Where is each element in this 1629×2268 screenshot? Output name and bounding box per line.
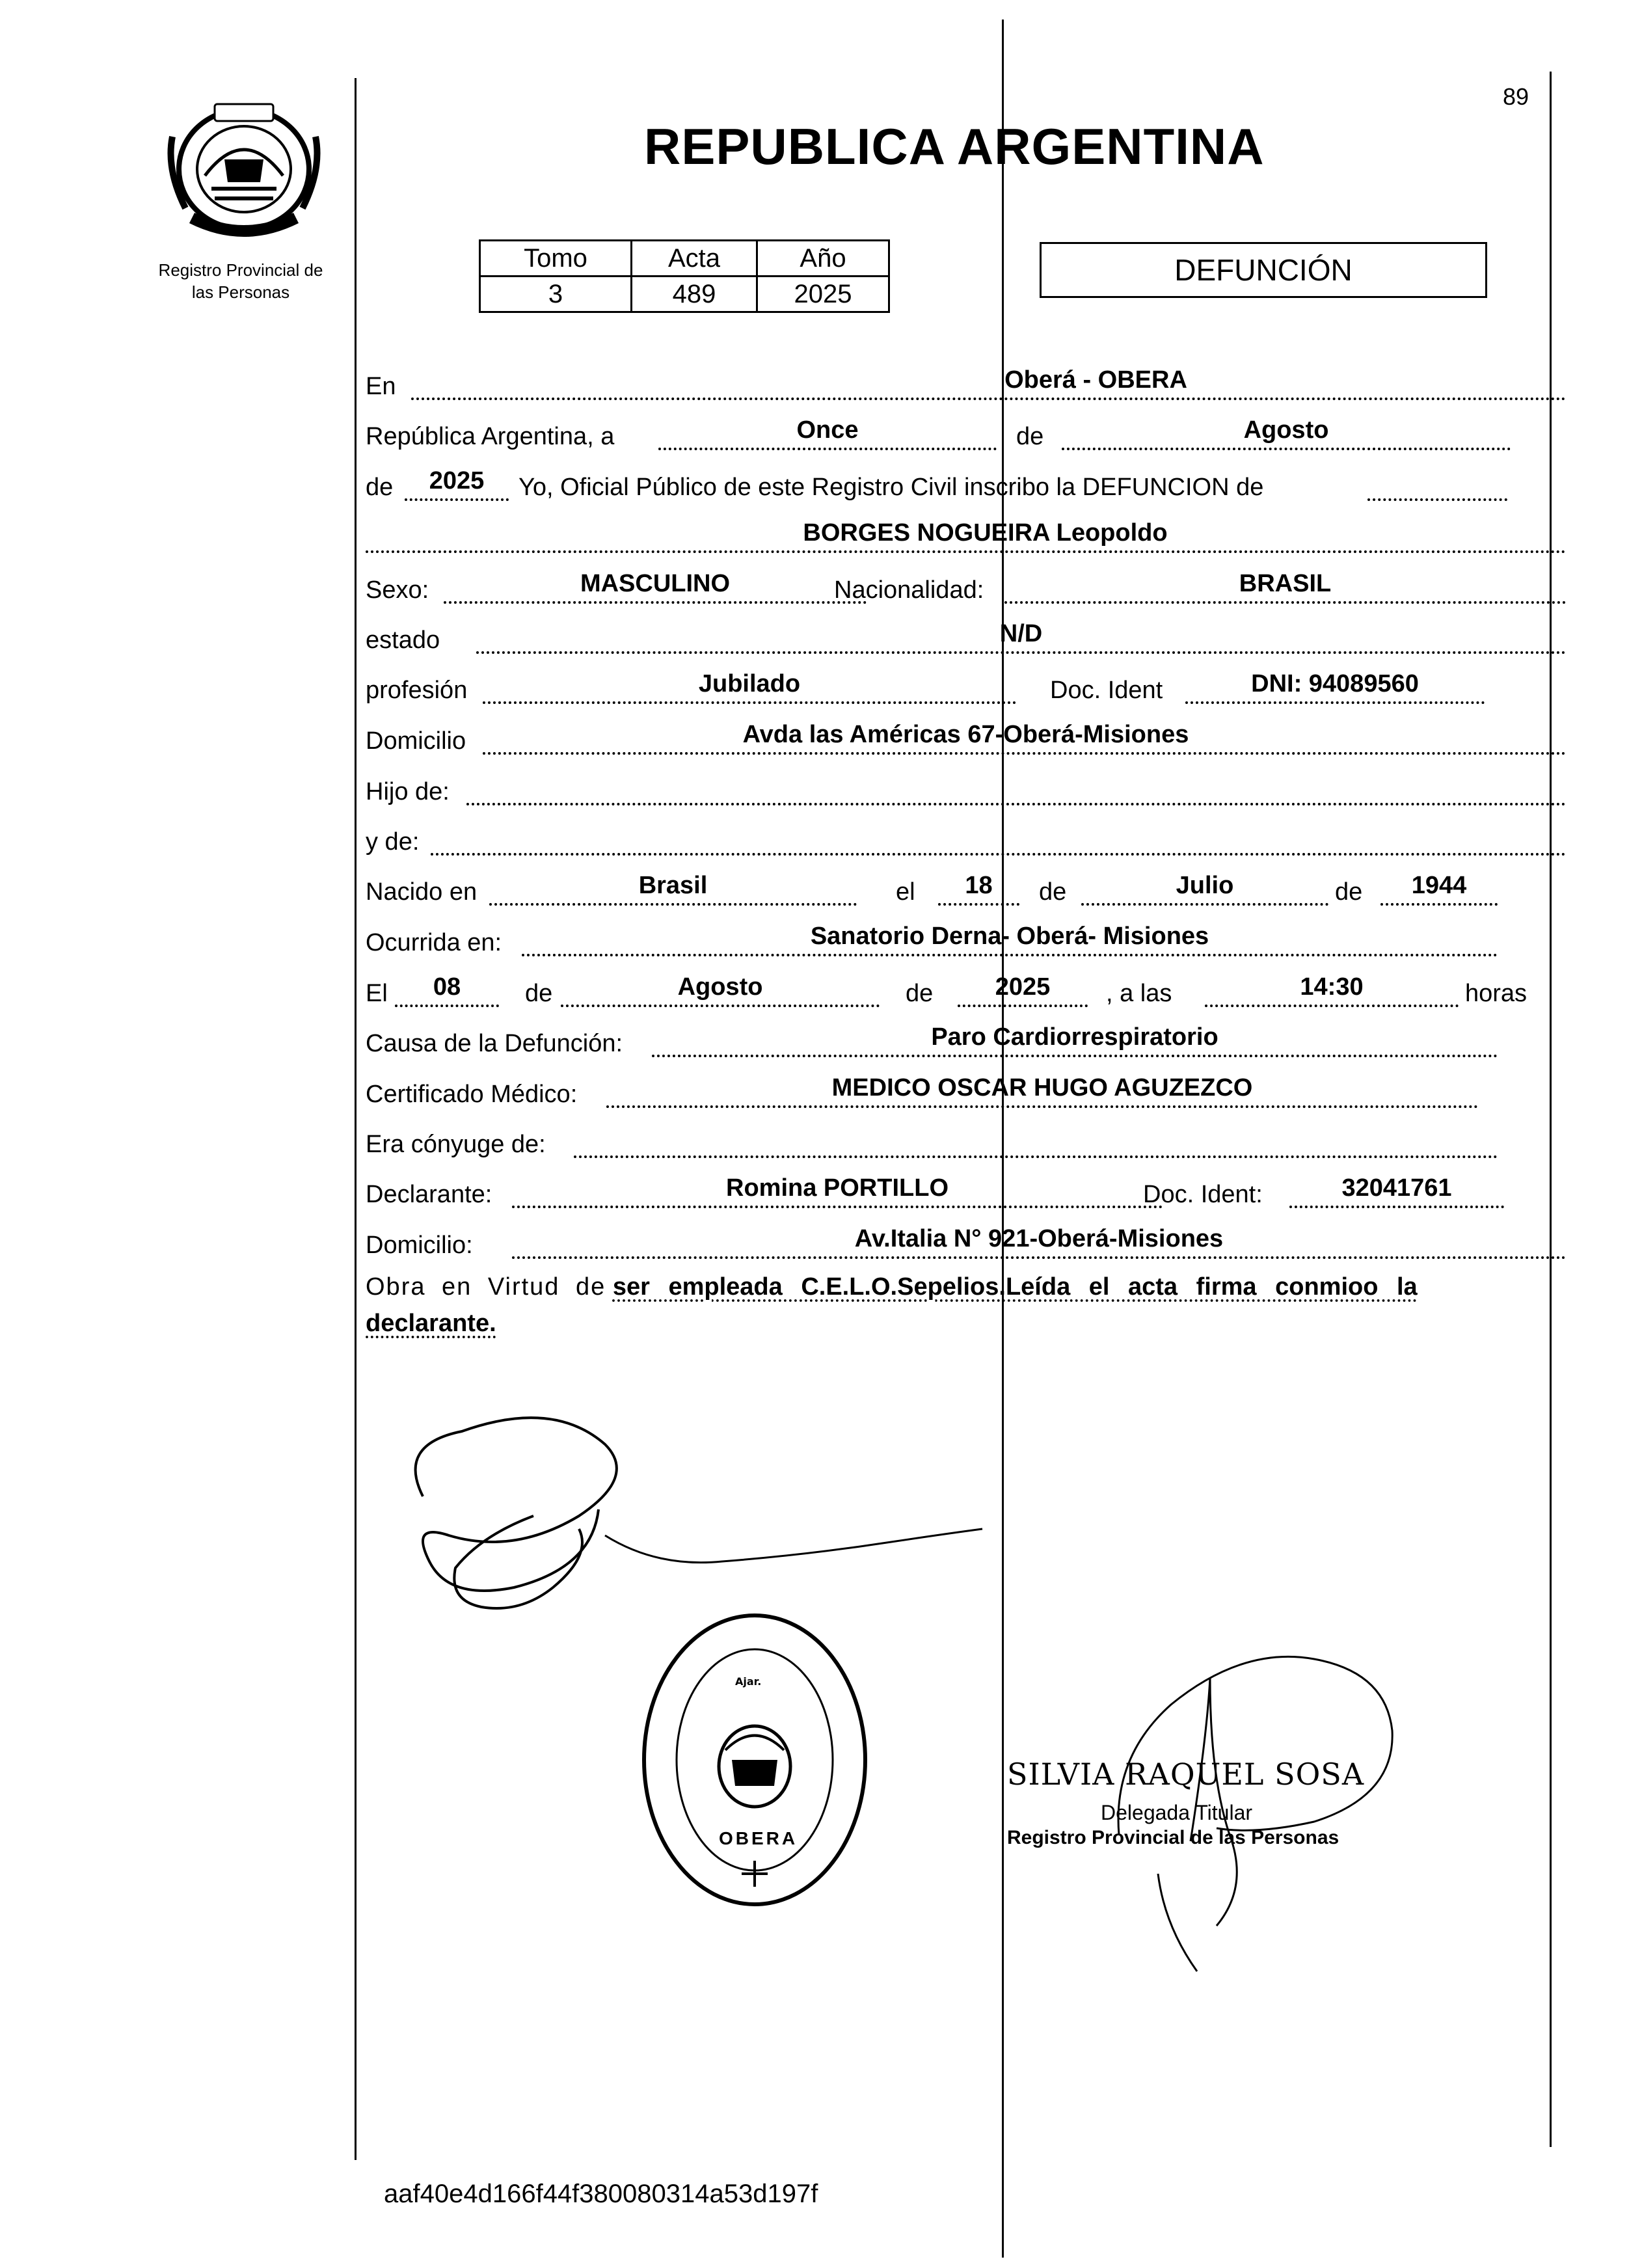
value-nacido-anio: 1944 [1411, 872, 1467, 899]
value-nacionalidad: BRASIL [1239, 570, 1332, 597]
label-horas: horas [1465, 980, 1528, 1007]
left-margin-rule [355, 78, 357, 2160]
page-number: 89 [1503, 83, 1529, 110]
value-nacido-dia: 18 [965, 872, 993, 899]
field-fallec-mes [561, 968, 880, 1007]
label-de-mes: de [1016, 423, 1044, 450]
value-fallec-anio: 2025 [995, 973, 1051, 1001]
anio-header: Año [757, 241, 889, 277]
value-difunto: BORGES NOGUEIRA Leopoldo [803, 519, 1168, 547]
label-el: el [896, 878, 915, 906]
registry-label: Registro Provincial de las Personas [158, 260, 323, 302]
field-profesion [483, 665, 1016, 704]
field-nacido-mes [1081, 867, 1328, 906]
field-certificado [606, 1069, 1478, 1108]
value-estado: N/D [999, 620, 1043, 647]
field-anio [405, 462, 509, 501]
field-doc [1185, 665, 1485, 704]
field-estado [476, 615, 1566, 654]
value-dia: Once [796, 416, 859, 444]
tomo-value: 3 [480, 277, 632, 312]
label-a-las: , a las [1106, 980, 1172, 1007]
label-de-anio: de [366, 474, 394, 501]
document-type-box: DEFUNCIÓN [1040, 242, 1487, 298]
field-dia [658, 411, 997, 450]
label-nacionalidad: Nacionalidad: [834, 576, 984, 604]
field-fallec-dia [395, 968, 499, 1007]
field-hora [1205, 968, 1459, 1007]
field-lugar [411, 361, 1566, 400]
label-obra: Obra en Virtud de [366, 1273, 606, 1301]
value-domicilio-declarante: Av.Italia N° 921-Oberá-Misiones [854, 1225, 1224, 1252]
footer-hash: aaf40e4d166f44f380080314a53d197f [384, 2180, 818, 2208]
stamp-city: OBERA [719, 1828, 798, 1848]
label-hijo-de: Hijo de: [366, 778, 450, 805]
field-causa [652, 1018, 1498, 1057]
value-sexo: MASCULINO [580, 570, 731, 597]
value-hora: 14:30 [1300, 973, 1364, 1001]
label-de-fallec-anio: de [906, 980, 934, 1007]
label-en: En [366, 373, 396, 400]
value-causa: Paro Cardiorrespiratorio [931, 1023, 1218, 1051]
label-declarante: Declarante: [366, 1181, 492, 1208]
field-sexo [444, 565, 867, 604]
field-domicilio [483, 716, 1566, 755]
label-de-nac-anio: de [1335, 878, 1363, 906]
signatory-role: Delegada Titular [1101, 1801, 1253, 1824]
value-doc: DNI: 94089560 [1251, 670, 1419, 697]
field-nacido-anio [1380, 867, 1498, 906]
record-table [479, 239, 890, 313]
label-certificado: Certificado Médico: [366, 1081, 578, 1108]
field-domicilio-declarante [512, 1220, 1566, 1259]
label-ocurrida-en: Ocurrida en: [366, 929, 502, 956]
value-nacido-mes: Julio [1176, 872, 1234, 899]
field-declarante [512, 1169, 1163, 1208]
value-certificado: MEDICO OSCAR HUGO AGUZEZCO [831, 1074, 1253, 1101]
acta-header: Acta [632, 241, 757, 277]
field-mes [1062, 411, 1511, 450]
field-y-de [431, 817, 1566, 856]
field-nacionalidad [1004, 565, 1566, 604]
signatory-organization: Registro Provincial de las Personas [1007, 1827, 1340, 1848]
label-conyuge: Era cónyuge de: [366, 1131, 546, 1158]
acta-value: 489 [632, 277, 757, 312]
field-difunto [366, 514, 1566, 553]
value-anio: 2025 [429, 467, 485, 494]
svg-text:Ajar.: Ajar. [735, 1675, 762, 1688]
field-ocurrida [522, 917, 1498, 956]
label-doc-ident2: Doc. Ident: [1143, 1181, 1263, 1208]
official-stamp [634, 1604, 875, 1919]
label-profesion: profesión [366, 677, 468, 704]
value-nacido-lugar: Brasil [638, 872, 708, 899]
label-doc-ident: Doc. Ident [1050, 677, 1163, 704]
value-domicilio: Avda las Américas 67-Oberá-Misiones [742, 721, 1189, 748]
label-nacido-en: Nacido en [366, 878, 478, 906]
label-el-cap: El [366, 980, 388, 1007]
field-nacido-lugar [489, 867, 857, 906]
province-emblem [153, 98, 335, 247]
value-obra: ser empleada C.E.L.O.Sepelios.Leída el acta firma conmioo la declarante. [366, 1273, 1418, 1337]
value-lugar: Oberá - OBERA [1004, 366, 1187, 394]
label-y-de: y de: [366, 828, 420, 856]
field-hijo-de [466, 766, 1566, 805]
anio-value: 2025 [757, 277, 889, 312]
label-de-fallec-mes: de [525, 980, 553, 1007]
label-sexo: Sexo: [366, 576, 429, 604]
field-declarante-doc [1289, 1169, 1504, 1208]
field-fallec-anio [958, 968, 1088, 1007]
signatory-name: SILVIA RAQUEL SOSA [1007, 1757, 1365, 1792]
label-de-nac-mes: de [1039, 878, 1067, 906]
field-inscripcion-tail [1367, 462, 1507, 501]
value-profesion: Jubilado [698, 670, 801, 697]
value-fallec-dia: 08 [433, 973, 461, 1001]
obra-paragraph [366, 1269, 1537, 1342]
value-declarante: Romina PORTILLO [726, 1174, 949, 1202]
label-domicilio2: Domicilio: [366, 1232, 473, 1259]
field-nacido-dia [938, 867, 1019, 906]
label-domicilio: Domicilio [366, 727, 466, 755]
label-yo: Yo, Oficial Público de este Registro Civil inscribo la DEFUNCION de [518, 474, 1264, 501]
value-ocurrida: Sanatorio Derna- Oberá- Misiones [810, 923, 1209, 950]
label-causa: Causa de la Defunción: [366, 1030, 623, 1057]
label-republica: República Argentina, a [366, 423, 615, 450]
value-fallec-mes: Agosto [677, 973, 763, 1001]
page-title: REPUBLICA ARGENTINA [644, 118, 1265, 175]
value-mes: Agosto [1243, 416, 1329, 444]
label-estado: estado [366, 627, 440, 654]
field-conyuge [574, 1119, 1498, 1158]
value-declarante-doc: 32041761 [1341, 1174, 1452, 1202]
tomo-header: Tomo [480, 241, 632, 277]
